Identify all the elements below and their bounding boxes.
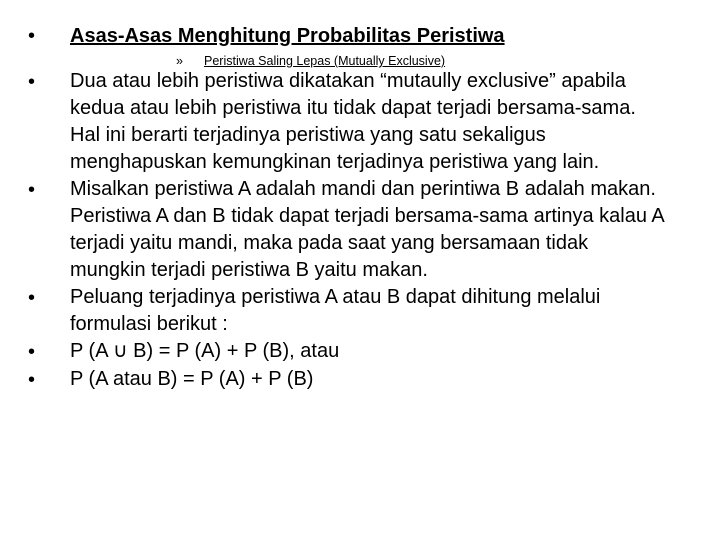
bullet-marker: •: [28, 25, 36, 47]
bullet-marker: •: [28, 179, 36, 201]
bullet-item-3: [28, 284, 668, 338]
bullet-item-1: [28, 68, 668, 176]
heading-row: [28, 22, 505, 50]
bullet-text: Misalkan peristiwa A adalah mandi dan perintiwa B adalah makan. Peristiwa A dan B tidak dapat terjadi bersama-sama artinya kalau A terjadi yaitu mandi, maka pada saat yang bersamaan tidak mungkin terjadi peristiwa B yaitu makan.: [70, 178, 664, 281]
bullet-text: Peluang terjadinya peristiwa A atau B dapat dihitung melalui formulasi berikut :: [70, 286, 601, 335]
bullet-item-2: [28, 176, 668, 284]
bullet-marker: •: [28, 71, 36, 93]
chevron-right-icon: »: [176, 54, 183, 68]
bullet-text: Dua atau lebih peristiwa dikatakan “mutaully exclusive” apabila kedua atau lebih peristiwa itu tidak dapat terjadi bersama-sama. Hal ini berarti terjadinya peristiwa yang satu sekaligus menghapuskan kemungkinan terjadinya peristiwa yang lain.: [70, 70, 636, 173]
bullet-item-5: [28, 366, 668, 394]
bullet-list: [28, 68, 668, 394]
bullet-text: P (A ∪ B) = P (A) + P (B), atau: [70, 340, 340, 362]
subheading-row: [176, 53, 445, 69]
bullet-marker: •: [28, 369, 36, 391]
bullet-text: P (A atau B) = P (A) + P (B): [70, 368, 314, 390]
bullet-item-4: [28, 338, 668, 366]
bullet-marker: •: [28, 341, 36, 363]
bullet-marker: •: [28, 287, 36, 309]
slide-subheading: Peristiwa Saling Lepas (Mutually Exclusive): [204, 54, 446, 68]
slide-heading: Asas-Asas Menghitung Probabilitas Peristiwa: [70, 25, 505, 47]
